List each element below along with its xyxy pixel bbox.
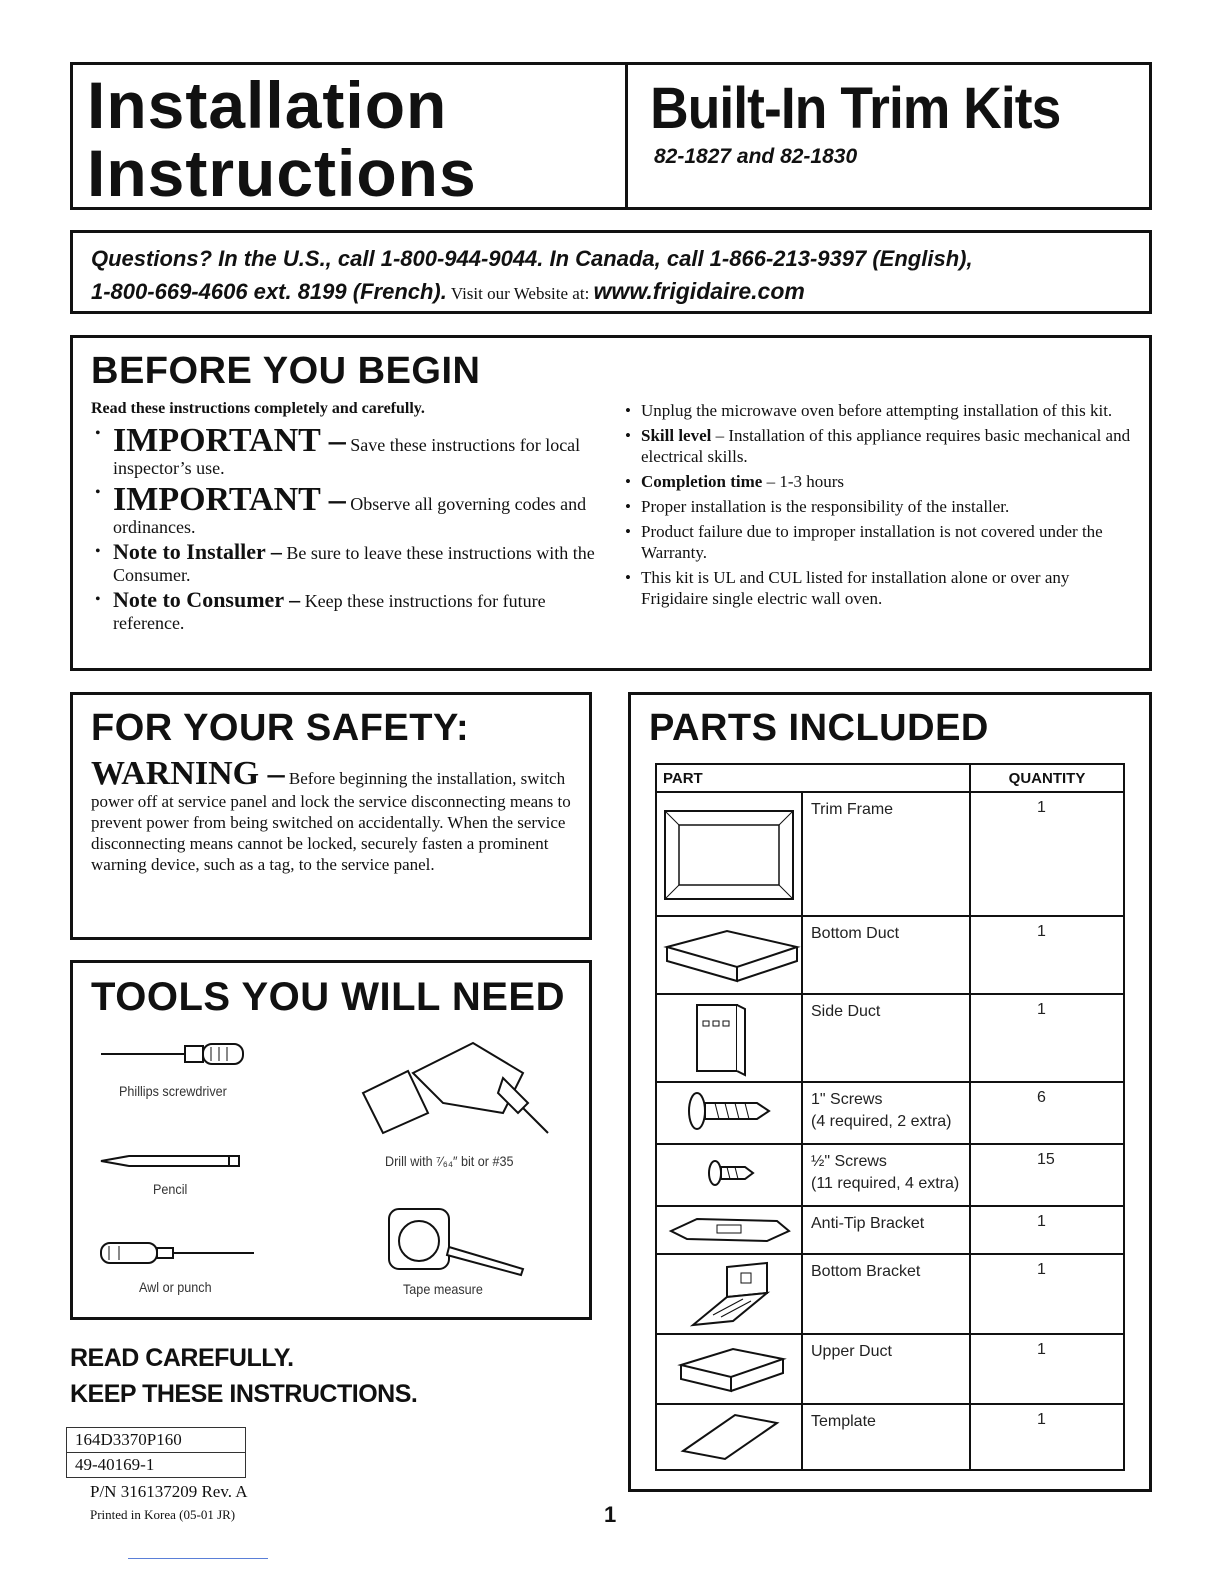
bottom-bracket-icon	[657, 1255, 801, 1331]
list-item: • Unplug the microwave oven before attempting installation of this kit.	[625, 401, 1113, 420]
awl-label: Awl or punch	[139, 1279, 212, 1295]
list-item: • IMPORTANT – Save these instructions for local inspector’s use.	[95, 422, 581, 478]
before-right-column	[623, 400, 1133, 613]
list-item: • Skill level – Installation of this appliance requires basic mechanical and electrical skills.	[625, 426, 1131, 466]
questions-french: 1-800-669-4606 ext. 8199 (French).	[91, 279, 447, 304]
template-icon	[657, 1405, 801, 1467]
printed-in: Printed in Korea (05-01 JR)	[90, 1507, 236, 1522]
drill-icon	[353, 1033, 553, 1143]
questions-line-1: Questions? In the U.S., call 1-800-944-9044. In Canada, call 1-866-213-9397 (English),	[91, 246, 973, 271]
divider	[128, 1558, 268, 1559]
part-number-box	[66, 1427, 246, 1478]
list-item: • Note to Installer – Be sure to leave these instructions with the Consumer.	[95, 539, 595, 585]
model-numbers: 82-1827 and 82-1830	[654, 145, 858, 168]
read-carefully-line-1: READ CAREFULLY.	[70, 1344, 294, 1372]
small-screw-icon	[657, 1145, 801, 1201]
pencil-icon	[99, 1153, 249, 1169]
section-title: TOOLS YOU WILL NEED	[91, 975, 565, 1019]
table-row: Side Duct 1	[656, 994, 1124, 1082]
screw-icon	[657, 1083, 801, 1139]
visit-text: Visit our Website at:	[446, 284, 594, 303]
read-carefully	[70, 1340, 417, 1412]
list-item: • IMPORTANT – Observe all governing codes and ordinances.	[95, 481, 587, 537]
screwdriver-icon	[99, 1041, 249, 1067]
list-item: • This kit is UL and CUL listed for installation alone or over any Frigidaire single electric wall oven.	[625, 568, 1070, 608]
safety-section	[70, 692, 592, 940]
parts-table	[655, 763, 1125, 1471]
title-line-1: Installation	[87, 68, 448, 142]
table-row: ½" Screws (11 required, 4 extra) 15	[656, 1144, 1124, 1206]
column-header-part: PART	[656, 764, 970, 792]
bottom-duct-icon	[657, 917, 801, 991]
title-line-2: Instructions	[87, 136, 477, 210]
table-row: Bottom Duct 1	[656, 916, 1124, 994]
tape-measure-label: Tape measure	[403, 1281, 483, 1297]
drill-label: Drill with ⁷⁄₆₄″ bit or #35	[385, 1153, 514, 1169]
section-title: PARTS INCLUDED	[649, 707, 989, 749]
table-row: Anti-Tip Bracket 1	[656, 1206, 1124, 1254]
column-header-quantity: QUANTITY	[970, 764, 1124, 792]
awl-icon	[99, 1238, 259, 1268]
pencil-label: Pencil	[153, 1181, 188, 1197]
upper-duct-icon	[657, 1335, 801, 1401]
code-2: 49-40169-1	[75, 1455, 155, 1474]
table-row: Template 1	[656, 1404, 1124, 1470]
code-1: 164D3370P160	[67, 1428, 245, 1453]
parts-section	[628, 692, 1152, 1492]
warning-text: WARNING – Before beginning the installation, switch power off at service panel and lock the service disconnecting means to prevent power from being switched on accidentally. When the service disconnecting means cannot be locked, securely fasten a prominent warning device, such as a tag, to the service panel.	[91, 755, 571, 874]
header	[70, 62, 1152, 210]
screwdriver-label: Phillips screwdriver	[119, 1083, 227, 1099]
page-number: 1	[604, 1502, 617, 1527]
list-item: • Completion time – 1-3 hours	[625, 472, 845, 491]
list-item: • Note to Consumer – Keep these instructions for future reference.	[95, 587, 546, 633]
doc-title	[73, 65, 628, 210]
trim-frame-icon	[657, 793, 801, 913]
section-title: BEFORE YOU BEGIN	[91, 350, 481, 392]
table-row: Upper Duct 1	[656, 1334, 1124, 1404]
table-row: 1" Screws (4 required, 2 extra) 6	[656, 1082, 1124, 1144]
product-block	[628, 65, 1149, 207]
side-duct-icon	[657, 995, 801, 1079]
read-instructions: Read these instructions completely and carefully.	[91, 400, 425, 417]
questions-box	[70, 230, 1152, 314]
tools-section	[70, 960, 592, 1320]
read-carefully-line-2: KEEP THESE INSTRUCTIONS.	[70, 1380, 418, 1408]
product-title: Built-In Trim Kits	[650, 76, 1061, 141]
before-left-column	[91, 400, 611, 638]
warning-label: WARNING –	[91, 755, 285, 792]
table-row: Bottom Bracket 1	[656, 1254, 1124, 1334]
section-title: FOR YOUR SAFETY:	[91, 707, 470, 749]
tape-measure-icon	[383, 1203, 533, 1283]
pn-revision: P/N 316137209 Rev. A	[90, 1482, 248, 1501]
list-item: • Product failure due to improper installation is not covered under the Warranty.	[625, 522, 1103, 562]
anti-tip-bracket-icon	[657, 1207, 801, 1251]
website-link[interactable]: www.frigidaire.com	[593, 278, 805, 304]
before-you-begin-section	[70, 335, 1152, 671]
list-item: • Proper installation is the responsibility of the installer.	[625, 497, 1010, 516]
table-row: Trim Frame 1	[656, 792, 1124, 916]
